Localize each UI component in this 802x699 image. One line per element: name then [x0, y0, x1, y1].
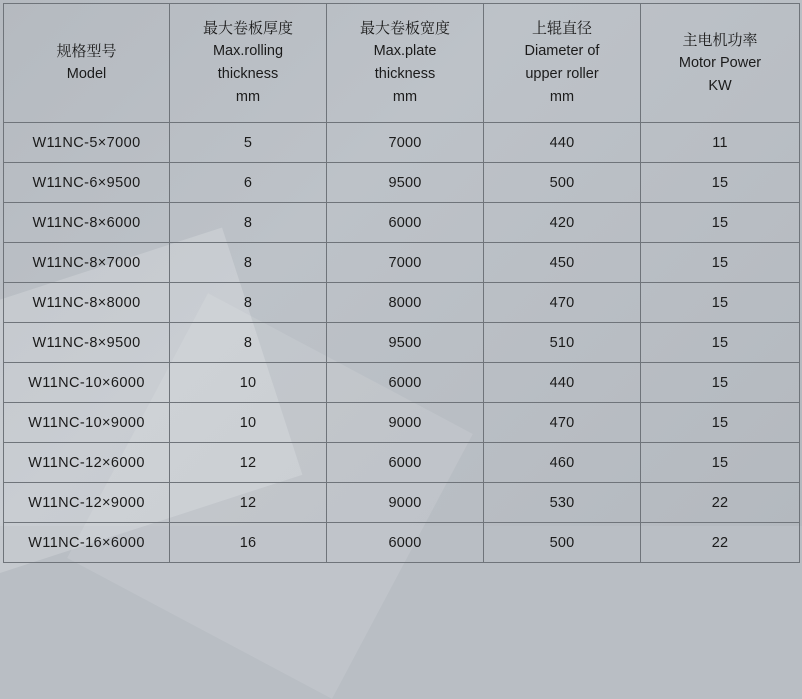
cell-thickness: 8	[170, 243, 327, 283]
cell-width: 7000	[327, 243, 484, 283]
column-header-roller-line-4: mm	[549, 89, 575, 105]
column-header-power-line-2: Motor Power	[678, 54, 762, 71]
cell-thickness: 8	[170, 203, 327, 243]
column-header-upper-roller-diameter	[484, 4, 641, 123]
cell-thickness: 5	[170, 123, 327, 163]
cell-model: W11NC-5×7000	[4, 123, 170, 163]
cell-roller-diameter: 500	[484, 523, 641, 563]
column-header-width-line-3: thickness	[374, 66, 436, 82]
column-header-roller-line-3: upper roller	[525, 66, 599, 82]
cell-width: 9000	[327, 403, 484, 443]
cell-width: 6000	[327, 203, 484, 243]
cell-width: 9500	[327, 163, 484, 203]
cell-model: W11NC-8×9500	[4, 323, 170, 363]
cell-width: 6000	[327, 443, 484, 483]
cell-motor-power: 15	[641, 203, 800, 243]
table-header-row	[4, 4, 800, 123]
cell-motor-power: 15	[641, 163, 800, 203]
cell-motor-power: 15	[641, 403, 800, 443]
column-header-model-line-2: Model	[66, 66, 107, 82]
cell-roller-diameter: 420	[484, 203, 641, 243]
cell-motor-power: 22	[641, 523, 800, 563]
column-header-max-rolling-thickness	[170, 4, 327, 123]
column-header-thickness-line-3: thickness	[217, 66, 279, 82]
cell-model: W11NC-10×6000	[4, 363, 170, 403]
cell-motor-power: 15	[641, 443, 800, 483]
cell-width: 6000	[327, 523, 484, 563]
cell-width: 9000	[327, 483, 484, 523]
cell-model: W11NC-16×6000	[4, 523, 170, 563]
column-header-roller-line-1: 上辊直径	[531, 20, 592, 37]
cell-model: W11NC-8×7000	[4, 243, 170, 283]
column-header-power-line-1: 主电机功率	[682, 31, 758, 49]
cell-model: W11NC-6×9500	[4, 163, 170, 203]
cell-thickness: 12	[170, 483, 327, 523]
cell-width: 6000	[327, 363, 484, 403]
table-row	[4, 243, 800, 283]
cell-motor-power: 15	[641, 363, 800, 403]
column-header-thickness-line-4: mm	[235, 89, 261, 105]
cell-motor-power: 22	[641, 483, 800, 523]
cell-motor-power: 15	[641, 323, 800, 363]
table-row	[4, 203, 800, 243]
cell-roller-diameter: 510	[484, 323, 641, 363]
table-row	[4, 283, 800, 323]
cell-roller-diameter: 440	[484, 123, 641, 163]
cell-roller-diameter: 440	[484, 363, 641, 403]
cell-roller-diameter: 530	[484, 483, 641, 523]
cell-model: W11NC-12×6000	[4, 443, 170, 483]
cell-roller-diameter: 470	[484, 283, 641, 323]
cell-motor-power: 15	[641, 283, 800, 323]
table-row	[4, 323, 800, 363]
cell-thickness: 6	[170, 163, 327, 203]
column-header-model	[4, 4, 170, 123]
column-header-max-plate-width	[327, 4, 484, 123]
table-header	[4, 4, 800, 123]
table-row	[4, 123, 800, 163]
table-row	[4, 163, 800, 203]
cell-thickness: 8	[170, 323, 327, 363]
cell-thickness: 8	[170, 283, 327, 323]
cell-thickness: 10	[170, 403, 327, 443]
column-header-width-line-1: 最大卷板宽度	[359, 20, 450, 37]
cell-model: W11NC-8×6000	[4, 203, 170, 243]
column-header-width-line-4: mm	[392, 89, 418, 105]
column-header-model-line-1: 规格型号	[56, 43, 117, 60]
cell-model: W11NC-12×9000	[4, 483, 170, 523]
column-header-width-line-2: Max.plate	[373, 43, 437, 59]
cell-width: 8000	[327, 283, 484, 323]
cell-thickness: 10	[170, 363, 327, 403]
cell-width: 7000	[327, 123, 484, 163]
table-row	[4, 523, 800, 563]
table-row	[4, 443, 800, 483]
cell-thickness: 12	[170, 443, 327, 483]
cell-motor-power: 11	[641, 123, 800, 163]
cell-model: W11NC-10×9000	[4, 403, 170, 443]
cell-motor-power: 15	[641, 243, 800, 283]
specification-table	[3, 3, 800, 563]
column-header-motor-power	[641, 4, 800, 123]
table-body	[4, 123, 800, 563]
cell-roller-diameter: 460	[484, 443, 641, 483]
table-row	[4, 483, 800, 523]
cell-roller-diameter: 500	[484, 163, 641, 203]
cell-roller-diameter: 450	[484, 243, 641, 283]
column-header-thickness-line-1: 最大卷板厚度	[202, 20, 293, 37]
cell-roller-diameter: 470	[484, 403, 641, 443]
table-row	[4, 403, 800, 443]
column-header-roller-line-2: Diameter of	[524, 43, 600, 59]
cell-width: 9500	[327, 323, 484, 363]
cell-model: W11NC-8×8000	[4, 283, 170, 323]
table-row	[4, 363, 800, 403]
column-header-power-line-3: KW	[708, 77, 732, 94]
column-header-thickness-line-2: Max.rolling	[212, 43, 284, 59]
cell-thickness: 16	[170, 523, 327, 563]
